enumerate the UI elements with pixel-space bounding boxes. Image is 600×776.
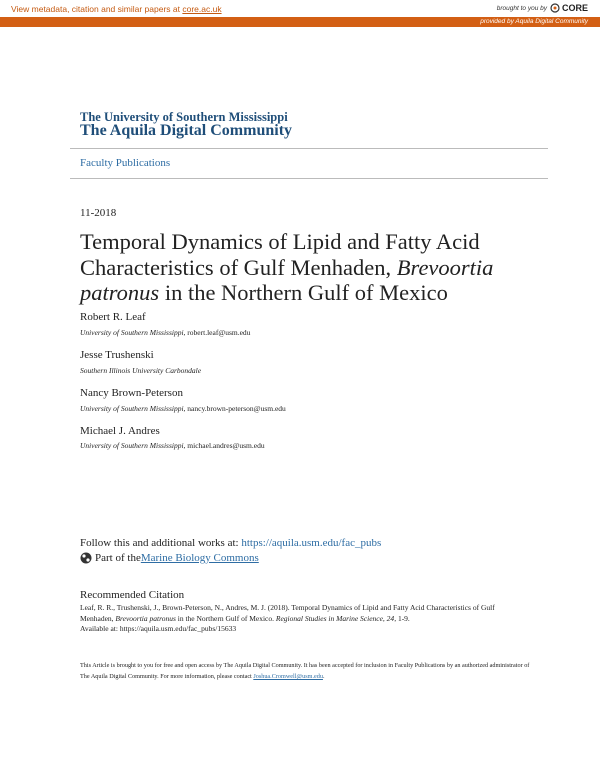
- core-brought-by: brought to you by: [496, 4, 547, 12]
- contact-email-link[interactable]: Joshua.Cromwell@usm.edu: [253, 673, 323, 680]
- core-provided-by: provided by Aquila Digital Community: [480, 18, 588, 25]
- citation-part-b: in the Northern Gulf of Mexico.: [175, 613, 276, 623]
- author-affiliation: [80, 366, 201, 375]
- author-name[interactable]: Nancy Brown-Peterson: [80, 387, 183, 399]
- core-ac-uk-link[interactable]: core.ac.uk: [182, 4, 222, 14]
- university-name[interactable]: The University of Southern Mississippi: [80, 110, 288, 124]
- fac-pubs-link[interactable]: https://aquila.usm.edu/fac_pubs: [241, 537, 382, 549]
- publication-date: 11-2018: [80, 207, 117, 219]
- access-notice-end: .: [322, 673, 325, 680]
- part-of-label: Part of the: [95, 552, 141, 564]
- network-commons-icon: [80, 552, 92, 564]
- title-main: Temporal Dynamics of Lipid and Fatty Acid Characteristics of Gulf Menhaden,: [80, 229, 480, 280]
- author-email: , nancy.brown-peterson@usm.edu: [183, 404, 286, 413]
- recommended-citation-heading: Recommended Citation: [80, 589, 185, 601]
- access-notice: [80, 660, 530, 682]
- citation-text: [80, 603, 520, 635]
- series-link[interactable]: Faculty Publications: [80, 157, 171, 169]
- affiliation-institution: University of Southern Mississippi: [80, 328, 184, 337]
- title-species: Brevoortia patronus: [80, 254, 494, 305]
- title-rest: in the Northern Gulf of Mexico: [159, 280, 448, 305]
- affiliation-institution: University of Southern Mississippi: [80, 441, 184, 450]
- divider-top: [70, 148, 548, 149]
- paper-title: [80, 229, 540, 306]
- citation-species: Brevoortia patronus: [115, 613, 176, 623]
- access-notice-text: This Article is brought to you for free and open access by The Aquila Digital Community. It has been accepted for inclusion in Faculty Publications by an authorized administrator of The Aquila Digital Community. For more information, please contact: [80, 662, 530, 680]
- author-email: , michael.andres@usm.edu: [183, 441, 265, 450]
- citation-part-c: , 1-9.: [394, 613, 410, 623]
- author-name[interactable]: Jesse Trushenski: [80, 349, 154, 361]
- author-affiliation: [80, 328, 250, 337]
- citation-available: Available at: https://aquila.usm.edu/fac_pubs/15633: [80, 624, 237, 633]
- core-brand-name: CORE: [561, 3, 588, 13]
- core-metadata-text: [11, 4, 222, 14]
- follow-label: Follow this and additional works at:: [80, 537, 242, 549]
- author-affiliation: [80, 404, 286, 413]
- core-logo-icon: [550, 3, 560, 13]
- part-of-line: [80, 552, 259, 564]
- author-name[interactable]: Michael J. Andres: [80, 425, 160, 437]
- follow-line: [80, 537, 381, 549]
- affiliation-institution: University of Southern Mississippi: [80, 404, 184, 413]
- citation-journal: Regional Studies in Marine Science, 24: [275, 613, 395, 623]
- core-logo: [550, 3, 588, 13]
- divider-bottom: [70, 178, 548, 179]
- citation-part-a: Leaf, R. R., Trushenski, J., Brown-Peterson, N., Andres, M. J. (2018). Temporal Dynamics of Lipid and Fatty Acid Characteristics of Gulf Menhaden,: [80, 603, 495, 623]
- core-metadata-prefix: View metadata, citation and similar papers at: [11, 4, 183, 14]
- author-email: , robert.leaf@usm.edu: [183, 328, 251, 337]
- repository-name[interactable]: The Aquila Digital Community: [80, 122, 293, 139]
- author-affiliation: [80, 441, 265, 450]
- author-name[interactable]: Robert R. Leaf: [80, 311, 146, 323]
- marine-biology-commons-link[interactable]: Marine Biology Commons: [140, 552, 259, 564]
- core-banner-top: [0, 0, 600, 17]
- core-banner: [0, 0, 600, 30]
- core-brand[interactable]: [497, 3, 588, 13]
- affiliation-institution: Southern Illinois University Carbondale: [80, 366, 202, 375]
